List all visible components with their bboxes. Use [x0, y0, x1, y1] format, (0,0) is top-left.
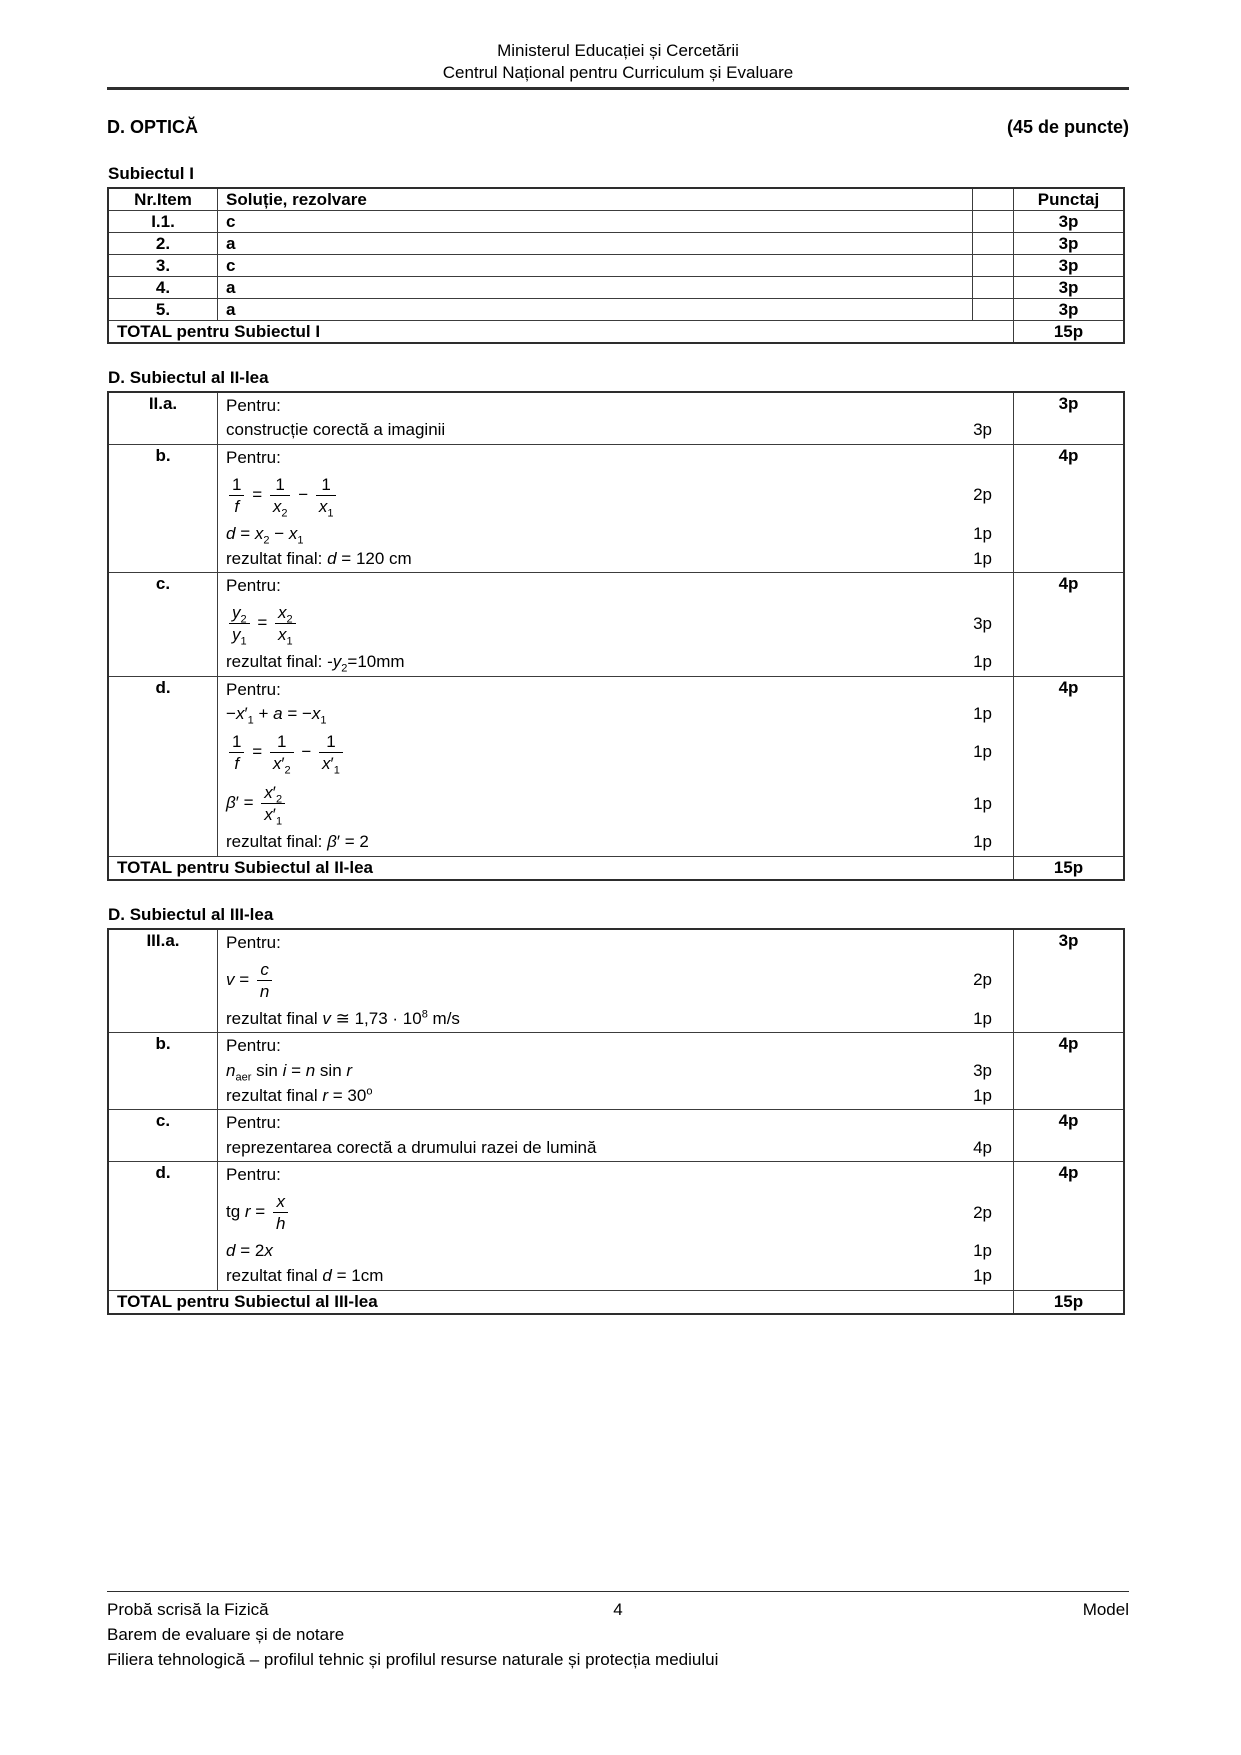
solution-line: [226, 598, 1005, 650]
answer: a: [218, 232, 973, 254]
solution-intro: Pentru:: [226, 1165, 281, 1184]
footer-exam-name: Probă scrisă la Fizică: [107, 1600, 269, 1619]
solution-line: [226, 1058, 1005, 1083]
solution-cell: [218, 444, 1014, 573]
spacer-cell: [973, 188, 1014, 211]
column-header-points: Punctaj: [1014, 188, 1125, 211]
item-total-points: 4p: [1014, 1110, 1125, 1162]
total-row: [108, 856, 1124, 880]
line-points: 2p: [973, 485, 992, 505]
line-points: 2p: [973, 1202, 992, 1222]
footer-line3: Filiera tehnologică – profilul tehnic și profilul resurse naturale și protecția mediului: [107, 1650, 719, 1669]
solution-line: [226, 1264, 1005, 1289]
points: 3p: [1014, 254, 1125, 276]
table-row: [108, 232, 1124, 254]
fraction: $\frac{y_2}{y_1}$: [229, 602, 250, 646]
formula: rezultat final v ≅ $1,73 \cdot 10^8$ m/s: [226, 1007, 460, 1028]
solution-intro: Pentru:: [226, 679, 281, 699]
table-row: [108, 1033, 1124, 1110]
fraction: $\frac{1}{x'_2}$: [270, 731, 294, 775]
points: 3p: [1014, 276, 1125, 298]
line-points: 1p: [973, 548, 992, 568]
solution-cell: [218, 573, 1014, 677]
formula: $d = x_2 - x_1$: [226, 523, 304, 546]
line-points: 3p: [973, 420, 992, 439]
line-points: 1p: [973, 1266, 992, 1285]
spacer-cell: [973, 298, 1014, 320]
item-number: III.a.: [108, 929, 218, 1033]
solution-intro: Pentru:: [226, 932, 281, 952]
subject2-title: D. Subiectul al II-lea: [108, 367, 269, 387]
item-total-points: 4p: [1014, 1162, 1125, 1291]
total-label: TOTAL pentru Subiectul al III-lea: [108, 1290, 1014, 1314]
item-total-points: 3p: [1014, 929, 1125, 1033]
subject3-table: [107, 928, 1125, 1315]
item-number: I.1.: [108, 210, 218, 232]
formula: $\frac{y_2}{y_1}$ = $\frac{x_2}{x_1}$: [226, 598, 944, 650]
total-row: [108, 320, 1124, 343]
item-number: d.: [108, 676, 218, 856]
fraction: $\frac{x_2}{x_1}$: [275, 602, 296, 646]
line-points: 1p: [973, 793, 992, 813]
header-line1: Ministerul Educației și Cercetării: [497, 41, 739, 60]
footer-line1: [107, 1597, 1129, 1622]
solution-cell: [218, 929, 1014, 1033]
document-header: [107, 40, 1129, 90]
header-rule: [107, 87, 1129, 90]
subject1-title: Subiectul I: [108, 163, 194, 183]
formula: rezultat final d = 1cm: [226, 1266, 384, 1285]
points: 3p: [1014, 232, 1125, 254]
total-points: 15p: [1014, 320, 1125, 343]
line-points: 4p: [973, 1137, 992, 1157]
table-row: [108, 573, 1124, 677]
answer: a: [218, 276, 973, 298]
table-row: [108, 276, 1124, 298]
section-title: D. OPTICĂ: [107, 116, 199, 137]
item-number: 5.: [108, 298, 218, 320]
line-points: 3p: [973, 1060, 992, 1080]
column-header-item: Nr.Item: [108, 188, 218, 211]
formula: tg r = $\frac{x}{h}$: [226, 1187, 944, 1239]
formula: $\frac{1}{f}$ = $\frac{1}{x'_2}$ − $\frac{1}{x'_1}$: [226, 727, 944, 779]
item-number: II.a.: [108, 392, 218, 445]
formula: $\frac{1}{f}$ = $\frac{1}{x_2}$ − $\frac{1}{x_1}$: [226, 470, 944, 522]
header-line2: Centrul Național pentru Curriculum și Evaluare: [442, 63, 794, 82]
item-total-points: 4p: [1014, 676, 1125, 856]
formula: $n_{aer}$ sin i = n sin r: [226, 1060, 353, 1083]
spacer-cell: [973, 276, 1014, 298]
table-header-row: [108, 188, 1124, 211]
table-row: [108, 392, 1124, 445]
formula: rezultat final $r = 30^o$: [226, 1084, 373, 1105]
column-header-solution: Soluție, rezolvare: [218, 188, 973, 211]
formula: construcție corectă a imaginii: [226, 420, 446, 439]
solution-line: [226, 1239, 1005, 1264]
page-content: [107, 0, 1129, 1315]
formula: rezultat final: d = 120 cm: [226, 548, 412, 568]
solution-cell: [218, 676, 1014, 856]
table-row: [108, 1162, 1124, 1291]
subject2-table: [107, 391, 1125, 881]
solution-cell: [218, 1033, 1014, 1110]
solution-line: [226, 702, 1005, 727]
spacer-cell: [973, 254, 1014, 276]
table-row: [108, 210, 1124, 232]
fraction: $\frac{c}{n}$: [257, 959, 272, 1003]
solution-line: [226, 1135, 1005, 1160]
table-row: [108, 929, 1124, 1033]
fraction: $\frac{1}{x_1}$: [316, 474, 337, 518]
total-points: 15p: [1014, 856, 1125, 880]
item-number: c.: [108, 573, 218, 677]
item-number: b.: [108, 1033, 218, 1110]
line-points: 1p: [973, 704, 992, 723]
section-title-row: [107, 117, 1129, 138]
solution-line: [226, 955, 1005, 1007]
fraction: $\frac{1}{x_2}$: [270, 474, 291, 518]
solution-line: [226, 521, 1005, 546]
formula: β′ = $\frac{x'_2}{x'_1}$: [226, 778, 944, 830]
answer: c: [218, 254, 973, 276]
solution-line: [226, 830, 1005, 855]
solution-intro: Pentru:: [226, 1113, 281, 1132]
item-number: c.: [108, 1110, 218, 1162]
item-number: 2.: [108, 232, 218, 254]
item-total-points: 3p: [1014, 392, 1125, 445]
fraction: $\frac{1}{f}$: [229, 731, 244, 775]
solution-line: [226, 470, 1005, 522]
subject3-title: D. Subiectul al III-lea: [108, 904, 274, 924]
formula: d = 2x: [226, 1241, 273, 1260]
line-points: 1p: [973, 742, 992, 762]
spacer-cell: [973, 232, 1014, 254]
item-number: 4.: [108, 276, 218, 298]
solution-line: [226, 1006, 1005, 1031]
line-points: 1p: [973, 523, 992, 543]
item-total-points: 4p: [1014, 573, 1125, 677]
solution-line: [226, 418, 1005, 443]
table-row: [108, 254, 1124, 276]
footer-model-label: Model: [1082, 1600, 1129, 1619]
solution-line: [226, 778, 1005, 830]
section-points: (45 de puncte): [1006, 116, 1129, 137]
item-total-points: 4p: [1014, 1033, 1125, 1110]
total-label: TOTAL pentru Subiectul al II-lea: [108, 856, 1014, 880]
solution-line: [226, 727, 1005, 779]
line-points: 2p: [973, 970, 992, 990]
solution-line: [226, 1187, 1005, 1239]
line-points: 1p: [973, 1008, 992, 1028]
solution-line: [226, 1083, 1005, 1108]
item-number: 3.: [108, 254, 218, 276]
fraction: $\frac{x}{h}$: [273, 1191, 288, 1235]
fraction: $\frac{1}{f}$: [229, 474, 244, 518]
solution-line: [226, 650, 1005, 675]
formula: rezultat final: $-y_2=10mm$: [226, 652, 405, 675]
line-points: 1p: [973, 1241, 992, 1260]
line-points: 1p: [973, 652, 992, 671]
line-points: 1p: [973, 832, 992, 851]
points: 3p: [1014, 210, 1125, 232]
total-points: 15p: [1014, 1290, 1125, 1314]
total-row: [108, 1290, 1124, 1314]
solution-intro: Pentru:: [226, 395, 281, 415]
solution-intro: Pentru:: [226, 1036, 281, 1055]
total-label: TOTAL pentru Subiectul I: [108, 320, 1014, 343]
subject1-table: [107, 187, 1125, 344]
answer: a: [218, 298, 973, 320]
solution-intro: Pentru:: [226, 447, 281, 467]
page-number: 4: [613, 1600, 623, 1619]
formula: v = $\frac{c}{n}$: [226, 955, 944, 1007]
item-number: b.: [108, 444, 218, 573]
page-footer: [107, 1591, 1129, 1672]
solution-cell: [218, 1162, 1014, 1291]
solution-line: [226, 546, 1005, 571]
points: 3p: [1014, 298, 1125, 320]
solution-cell: [218, 1110, 1014, 1162]
table-row: [108, 676, 1124, 856]
spacer-cell: [973, 210, 1014, 232]
solution-cell: [218, 392, 1014, 445]
fraction: $\frac{1}{x'_1}$: [319, 731, 343, 775]
solution-intro: Pentru:: [226, 576, 281, 595]
answer: c: [218, 210, 973, 232]
line-points: 1p: [973, 1085, 992, 1105]
item-total-points: 4p: [1014, 444, 1125, 573]
line-points: 3p: [973, 613, 992, 633]
fraction: $\frac{x'_2}{x'_1}$: [261, 782, 285, 826]
formula: $-x'_1 + a = -x_1$: [226, 704, 327, 727]
formula: rezultat final: β′ = 2: [226, 832, 369, 851]
formula: reprezentarea corectă a drumului razei de lumină: [226, 1137, 597, 1157]
footer-line2: Barem de evaluare și de notare: [107, 1625, 345, 1644]
table-row: [108, 298, 1124, 320]
table-row: [108, 1110, 1124, 1162]
item-number: d.: [108, 1162, 218, 1291]
table-row: [108, 444, 1124, 573]
